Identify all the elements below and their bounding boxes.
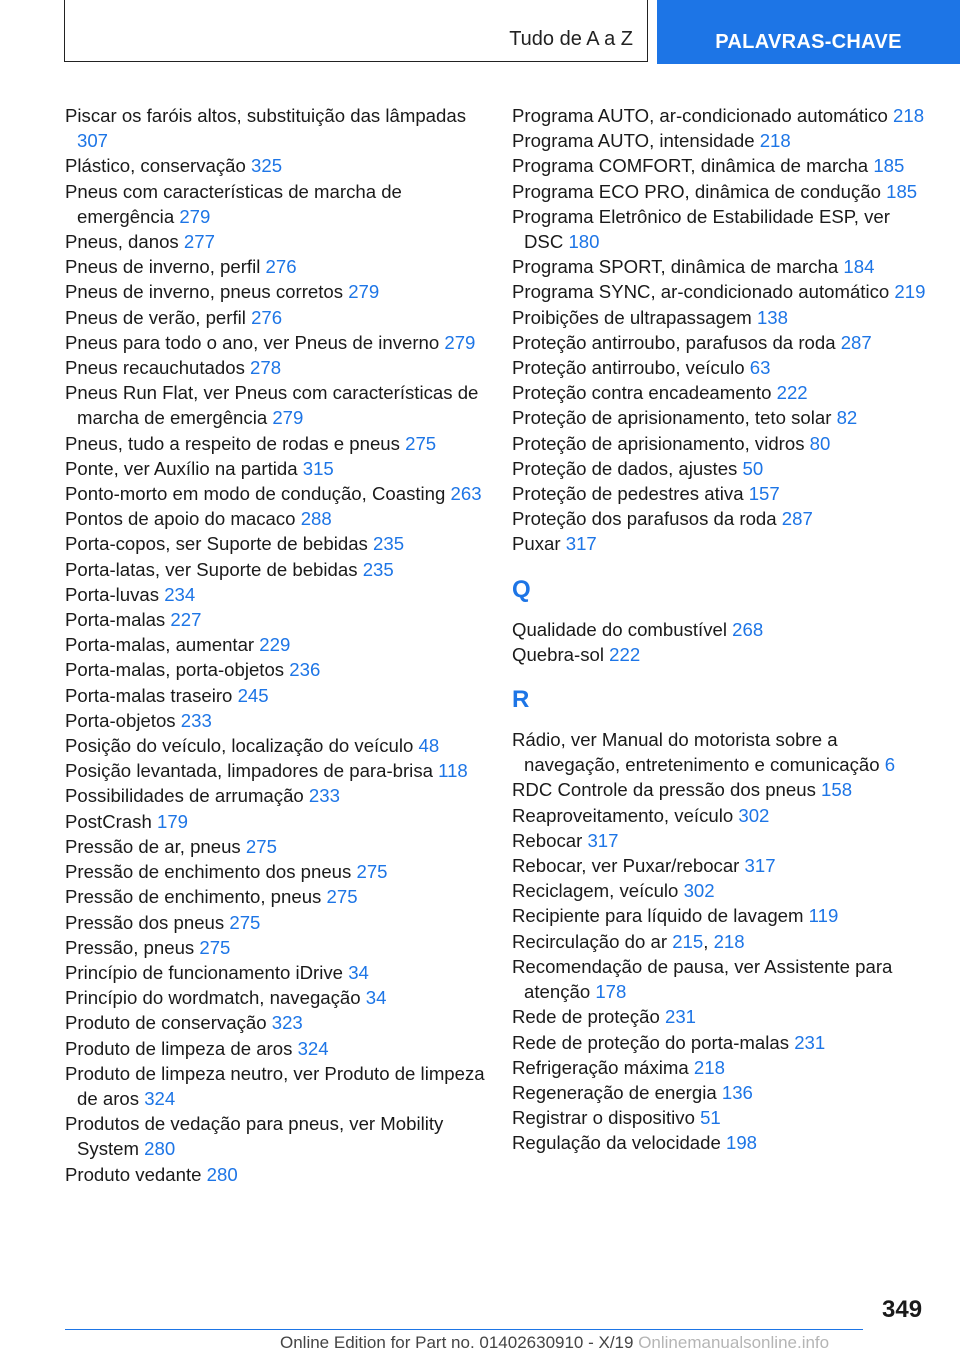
index-entry-term: Produto de limpeza de aros — [65, 1037, 293, 1059]
page-link[interactable]: 275 — [245, 835, 277, 857]
page-link[interactable]: 218 — [893, 105, 925, 126]
index-entry — [65, 733, 485, 758]
index-entry-term: Porta-latas, ver Suporte de bebidas — [65, 558, 358, 580]
index-entry — [65, 103, 485, 153]
index-entry — [65, 683, 485, 708]
index-entry-term: Regeneração de energia — [512, 1081, 717, 1103]
index-entry — [65, 456, 485, 481]
index-column-left — [65, 103, 485, 1187]
index-entry — [65, 179, 485, 229]
page-link[interactable]: 325 — [251, 155, 283, 177]
index-entry-term: Pneus de inverno, pneus corretos — [65, 281, 344, 303]
index-entry-term: Porta-malas — [65, 609, 166, 631]
page-link[interactable]: 119 — [808, 905, 839, 927]
index-entry-term: Programa AUTO, ar-condicionado automático — [512, 105, 888, 126]
page-link[interactable]: 231 — [794, 1031, 826, 1053]
index-entry — [512, 254, 932, 279]
footer — [280, 1333, 829, 1353]
index-entry — [65, 1010, 485, 1035]
index-entry-term: Ponto-morto em modo de condução, Coasting — [65, 483, 446, 505]
page-link[interactable]: 157 — [748, 483, 780, 505]
index-entry — [512, 1004, 932, 1029]
index-entry — [65, 557, 485, 582]
index-entry-term: Pneus, tudo a respeito de rodas e pneus — [65, 432, 400, 454]
page-link[interactable]: 287 — [840, 331, 872, 353]
page-link[interactable]: 302 — [683, 880, 715, 902]
page-link[interactable]: 307 — [77, 130, 109, 152]
page-link[interactable]: 34 — [365, 987, 387, 1009]
page-link[interactable]: 231 — [665, 1006, 697, 1028]
index-entry-term: Proteção de dados, ajustes — [512, 457, 738, 479]
page-link[interactable]: 80 — [809, 432, 831, 454]
index-entry-term: Pontos de apoio do macaco — [65, 508, 296, 530]
index-entry — [512, 954, 932, 1004]
page-link[interactable]: 275 — [356, 861, 388, 883]
page-link[interactable]: 323 — [271, 1012, 303, 1034]
index-entry-term: Reciclagem, veículo — [512, 880, 679, 902]
page-link[interactable]: 51 — [700, 1107, 721, 1129]
page-link[interactable]: 215 — [672, 930, 704, 952]
index-entry-term: Rede de proteção — [512, 1006, 660, 1028]
page-link[interactable]: 34 — [348, 961, 369, 983]
index-entry — [65, 859, 485, 884]
index-entry-term: Refrigeração máxima — [512, 1056, 689, 1078]
index-entry-term: Possibilidades de arrumação — [65, 785, 304, 807]
index-entry-term: Proteção antirroubo, veículo — [512, 357, 745, 379]
index-entry-term: Produtos de vedação para pneus, ver Mobility System — [65, 1113, 444, 1160]
page-link[interactable]: 118 — [438, 760, 468, 782]
index-entry — [512, 506, 932, 531]
page-link[interactable]: 222 — [776, 382, 808, 404]
page-link[interactable]: 263 — [450, 483, 482, 505]
index-entry-term: Recirculação do ar — [512, 930, 668, 952]
page-link[interactable]: 279 — [444, 331, 476, 353]
index-entry — [65, 960, 485, 985]
index-entry — [65, 1111, 485, 1161]
footer-divider — [65, 1329, 863, 1330]
page-link[interactable]: 178 — [595, 981, 627, 1003]
page-link[interactable]: 6 — [884, 754, 896, 776]
tab-a-to-z[interactable] — [64, 0, 648, 62]
index-entry-term: Reaproveitamento, veículo — [512, 804, 734, 826]
index-entry-term: Proteção de aprisionamento, vidros — [512, 432, 805, 454]
page-link[interactable]: 236 — [289, 659, 321, 681]
page-link[interactable]: 324 — [297, 1037, 329, 1059]
index-entry-term: Programa AUTO, intensidade — [512, 130, 755, 152]
index-entry — [512, 305, 932, 330]
index-entry-term: Proteção antirroubo, parafusos da roda — [512, 331, 836, 353]
index-entry-term: Pressão, pneus — [65, 936, 195, 958]
page-number: 349 — [882, 1296, 923, 1323]
index-entry — [512, 777, 932, 802]
page-link[interactable]: 219 — [894, 281, 926, 303]
index-entry-term: Pneus com características de marcha de emergência — [65, 180, 402, 227]
index-entry — [512, 128, 932, 153]
page-link[interactable]: 184 — [843, 256, 875, 278]
page-link[interactable]: 233 — [308, 785, 340, 807]
index-entry — [65, 632, 485, 657]
tab-keywords-label: PALAVRAS-CHAVE — [715, 31, 902, 53]
page-link[interactable]: 275 — [405, 432, 437, 454]
page-link[interactable]: 185 — [886, 180, 918, 202]
page-link[interactable]: 276 — [251, 306, 283, 328]
page-link[interactable]: 315 — [302, 457, 334, 479]
index-entry-term: PostCrash — [65, 810, 152, 832]
page-link[interactable]: 234 — [164, 583, 196, 605]
index-entry — [65, 809, 485, 834]
index-entry-term: Pressão de ar, pneus — [65, 835, 241, 857]
page-link[interactable]: 275 — [326, 886, 358, 908]
page-link[interactable]: 82 — [836, 407, 858, 429]
index-entry — [65, 481, 485, 506]
index-entry-term: Pneus, danos — [65, 231, 179, 253]
page-link[interactable]: 235 — [373, 533, 405, 555]
index-entry — [512, 531, 932, 556]
index-entry-term: Programa COMFORT, dinâmica de marcha — [512, 155, 869, 177]
index-entry — [65, 1061, 485, 1111]
index-entry — [512, 103, 932, 128]
index-entry-term: Porta-malas, porta-objetos — [65, 659, 285, 681]
page-link[interactable]: 158 — [821, 779, 853, 801]
index-entry — [65, 330, 485, 355]
index-entry — [65, 506, 485, 531]
index-entry — [512, 405, 932, 430]
index-entry-term: Puxar — [512, 533, 561, 555]
index-entry-term: Quebra-sol — [512, 643, 604, 665]
index-entry-term: Programa ECO PRO, dinâmica de condução — [512, 180, 881, 202]
index-entry — [65, 985, 485, 1010]
index-entry — [512, 1130, 932, 1155]
index-entry — [512, 1030, 932, 1055]
index-entry-term: Programa Eletrônico de Estabilidade ESP, ver DSC — [512, 205, 890, 253]
page-link[interactable]: 50 — [742, 457, 764, 479]
index-entry-term: Rebocar, ver Puxar/rebocar — [512, 855, 740, 877]
index-entry — [65, 380, 485, 430]
index-entry — [65, 834, 485, 859]
index-entry — [65, 305, 485, 330]
index-entry-term: Porta-malas, aumentar — [65, 634, 255, 656]
index-entry — [65, 279, 485, 304]
index-entry-term: Rádio, ver Manual do motorista sobre a navegação, entretenimento e comunicação — [512, 729, 880, 776]
page-link[interactable]: 233 — [180, 709, 212, 731]
index-entry-term: Programa SYNC, ar-condicionado automático — [512, 281, 890, 303]
page-link[interactable]: 317 — [744, 855, 776, 877]
index-entry-term: Proteção contra encadeamento — [512, 382, 772, 404]
index-entry-term: Recomendação de pausa, ver Assistente para atenção — [512, 955, 893, 1003]
index-entry — [65, 783, 485, 808]
index-entry-term: Produto de limpeza neutro, ver Produto de limpeza de aros — [65, 1062, 485, 1109]
index-entry — [512, 828, 932, 853]
page-link[interactable]: 279 — [348, 281, 380, 303]
page-link[interactable]: 48 — [418, 735, 440, 757]
index-column-right — [512, 103, 932, 1156]
index-entry — [512, 380, 932, 405]
page-link[interactable]: 276 — [265, 256, 297, 278]
index-entry: Recirculação do ar 215, 218 — [512, 930, 745, 952]
page-link[interactable]: 218 — [759, 130, 791, 152]
page-link[interactable]: 138 — [756, 306, 788, 328]
page-link[interactable]: 280 — [144, 1138, 176, 1160]
footer-edition: Online Edition for Part no. 01402630910 - X/19 — [280, 1333, 634, 1352]
page-link[interactable]: 317 — [587, 829, 619, 851]
index-entry — [512, 355, 932, 380]
page-link[interactable]: 198 — [726, 1132, 758, 1154]
index-entry-term: Pressão de enchimento, pneus — [65, 886, 322, 908]
index-list-r — [512, 727, 932, 1155]
page-link[interactable]: 136 — [721, 1081, 753, 1103]
index-entry-term: Piscar os faróis altos, substituição das lâmpadas — [65, 105, 466, 126]
index-entry-term: Recipiente para líquido de lavagem — [512, 905, 804, 927]
index-entry-term: Posição levantada, limpadores de para-brisa — [65, 760, 433, 782]
index-entry-term: Programa SPORT, dinâmica de marcha — [512, 256, 839, 278]
index-entry — [512, 179, 932, 204]
index-entry — [65, 607, 485, 632]
page-link[interactable]: 63 — [749, 357, 771, 379]
index-entry-term: Pneus Run Flat, ver Pneus com características de marcha de emergência — [65, 382, 479, 429]
index-entry-term: Rebocar — [512, 829, 583, 851]
index-entry — [512, 1105, 932, 1130]
index-entry-term: Porta-objetos — [65, 709, 176, 731]
page-link[interactable]: 278 — [250, 357, 282, 379]
index-entry-term: Porta-luvas — [65, 583, 160, 605]
index-entry-term: Regulação da velocidade — [512, 1132, 721, 1154]
index-entry — [512, 153, 932, 178]
page-header — [64, 0, 960, 64]
page-link[interactable]: 279 — [179, 205, 211, 227]
page-link[interactable]: 275 — [229, 911, 261, 933]
index-entry-term: Porta-malas traseiro — [65, 684, 233, 706]
index-entry — [512, 878, 932, 903]
index-entry — [65, 531, 485, 556]
index-entry-term: Pressão de enchimento dos pneus — [65, 861, 352, 883]
page-link[interactable]: 324 — [144, 1087, 176, 1109]
page-link[interactable]: 185 — [873, 155, 905, 177]
index-entry — [512, 903, 932, 928]
index-entry — [65, 657, 485, 682]
index-entry — [65, 935, 485, 960]
page-link[interactable]: 317 — [565, 533, 597, 555]
page-link[interactable]: 218 — [713, 930, 745, 952]
index-entry-term: Rede de proteção do porta-malas — [512, 1031, 790, 1053]
index-entry-term: Qualidade do combustível — [512, 618, 727, 640]
index-entry — [65, 758, 485, 783]
page-link[interactable]: 218 — [693, 1056, 725, 1078]
index-entry — [512, 617, 932, 642]
index-entry — [512, 431, 932, 456]
index-entry-term: Produto vedante — [65, 1163, 202, 1185]
index-entry-term: Ponte, ver Auxílio na partida — [65, 457, 298, 479]
index-entry-term: Proteção dos parafusos da roda — [512, 508, 777, 530]
index-entry-term: Registrar o dispositivo — [512, 1107, 695, 1129]
tab-a-to-z-label: Tudo de A a Z — [509, 28, 633, 50]
page-link[interactable]: 245 — [237, 684, 269, 706]
page-link[interactable]: 279 — [272, 407, 304, 429]
index-entry-term: Porta-copos, ser Suporte de bebidas — [65, 533, 368, 555]
section-letter-q: Q — [512, 575, 531, 603]
index-entry — [512, 330, 932, 355]
index-entry — [512, 481, 932, 506]
page-link[interactable]: 229 — [259, 634, 291, 656]
index-list-q — [512, 617, 932, 667]
index-entry — [65, 355, 485, 380]
page-link[interactable]: 302 — [738, 804, 770, 826]
index-entry — [512, 204, 932, 254]
index-entry — [512, 279, 932, 304]
index-entry-term: Princípio do wordmatch, navegação — [65, 987, 361, 1009]
page-link[interactable]: 280 — [206, 1163, 238, 1185]
index-entry — [65, 1036, 485, 1061]
index-entry-term: Pneus de verão, perfil — [65, 306, 246, 328]
index-entry-term: Pneus de inverno, perfil — [65, 256, 261, 278]
index-entry-term: Produto de conservação — [65, 1012, 267, 1034]
page-link[interactable]: 227 — [170, 609, 202, 631]
index-entry-term: Pressão dos pneus — [65, 911, 225, 933]
page-link[interactable]: 268 — [732, 618, 764, 640]
page-link[interactable]: 222 — [609, 643, 641, 665]
index-entry — [65, 884, 485, 909]
page-link[interactable]: 235 — [362, 558, 394, 580]
index-entry — [512, 1055, 932, 1080]
index-entry — [65, 582, 485, 607]
index-entry-term: Plástico, conservação — [65, 155, 246, 177]
page-link[interactable]: 277 — [183, 231, 215, 253]
index-entry-term: Proibições de ultrapassagem — [512, 306, 752, 328]
index-entry — [512, 727, 932, 777]
index-entry-term: Proteção de pedestres ativa — [512, 483, 744, 505]
index-entry — [512, 1080, 932, 1105]
page-link[interactable]: 287 — [781, 508, 813, 530]
page-link[interactable]: 179 — [156, 810, 189, 832]
index-entry — [512, 853, 932, 878]
index-entry — [65, 1162, 485, 1187]
index-entry — [65, 229, 485, 254]
page-link[interactable]: 275 — [199, 936, 231, 958]
tab-keywords[interactable] — [657, 0, 960, 64]
index-entry — [512, 803, 932, 828]
index-list-p — [512, 103, 932, 557]
index-entry — [512, 642, 932, 667]
page-link[interactable]: 180 — [568, 231, 600, 253]
index-entry — [65, 153, 485, 178]
index-entry-term: Pneus para todo o ano, ver Pneus de inverno — [65, 331, 440, 353]
index-entry — [65, 910, 485, 935]
index-entry — [65, 431, 485, 456]
index-entry-term: Princípio de funcionamento iDrive — [65, 961, 344, 983]
index-entry — [512, 456, 932, 481]
page-link[interactable]: 288 — [300, 508, 332, 530]
index-entry — [65, 708, 485, 733]
index-entry-term: Posição do veículo, localização do veículo — [65, 735, 414, 757]
section-letter-r: R — [512, 686, 530, 714]
index-entry — [65, 254, 485, 279]
footer-watermark: Onlinemanualsonline.info — [638, 1333, 830, 1352]
index-entry-term: RDC Controle da pressão dos pneus — [512, 779, 816, 801]
index-entry-term: Pneus recauchutados — [65, 357, 245, 379]
index-entry-term: Proteção de aprisionamento, teto solar — [512, 407, 832, 429]
